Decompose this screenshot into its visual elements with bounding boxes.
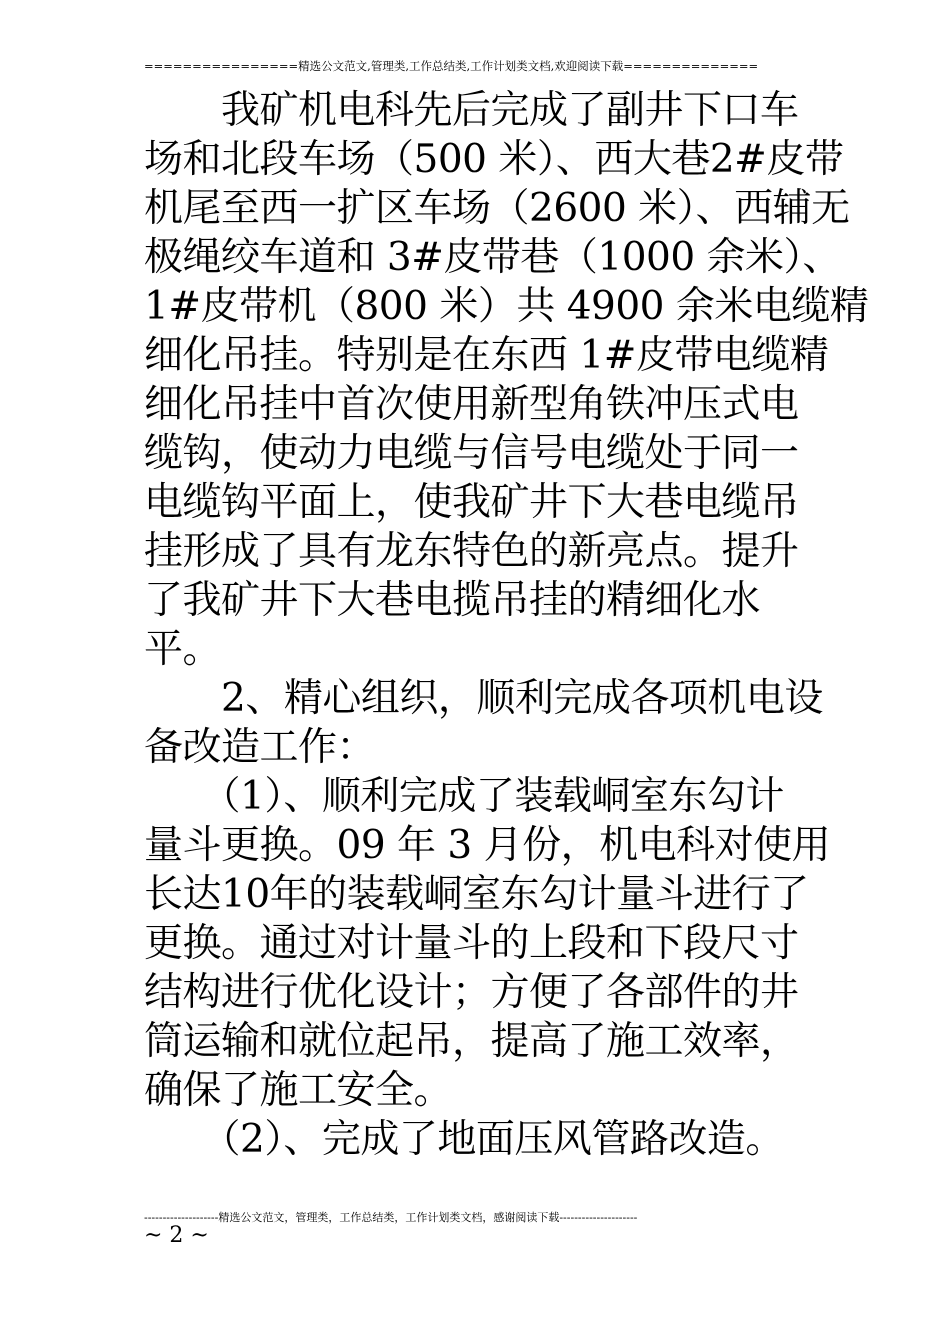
body-line: 缆钩，使动力电缆与信号电缆处于同一 <box>144 431 799 476</box>
body-line: 更换。通过对计量斗的上段和下段尺寸 <box>144 921 799 966</box>
body-line: 细化吊挂中首次使用新型角铁冲压式电 <box>144 382 799 427</box>
body-line: 结构进行优化设计；方便了各部件的井 <box>144 970 799 1015</box>
body-line: 挂形成了具有龙东特色的新亮点。提升 <box>144 529 799 574</box>
body-line: 1#皮带机（800 米）共 4900 余米电缆精 <box>144 284 869 329</box>
body-line: 我矿机电科先后完成了副井下口车 <box>144 88 799 133</box>
body-line: 确保了施工安全。 <box>144 1068 453 1113</box>
section-heading-line: 备改造工作： <box>144 725 376 770</box>
page-number: ~ 2 ~ <box>144 1223 209 1248</box>
body-line: 极绳绞车道和 3#皮带巷（1000 余米）、 <box>144 235 842 280</box>
page-footer-banner: --------------------精选公文范文，管理类，工作总结类，工作计划类文档，感谢阅读下载--------------------- <box>144 1211 638 1224</box>
body-line: 量斗更换。09 年 3 月份，机电科对使用 <box>144 823 831 868</box>
body-line: （1）、顺利完成了装载峒室东勾计 <box>144 774 784 819</box>
body-line: 了我矿井下大巷电揽吊挂的精细化水 <box>144 578 761 623</box>
body-line: 平。 <box>144 627 222 672</box>
body-line: （2）、完成了地面压风管路改造。 <box>144 1117 784 1162</box>
document-body <box>144 86 869 1164</box>
page-header-banner: ================精选公文范文,管理类,工作总结类,工作计划类文档,欢迎阅读下载============== <box>144 59 759 73</box>
body-line: 机尾至西一扩区车场（2600 米）、西辅无 <box>144 186 850 231</box>
body-line: 筒运输和就位起吊，提高了施工效率， <box>144 1019 799 1064</box>
section-heading-line: 2、精心组织，顺利完成各项机电设 <box>144 676 823 721</box>
body-line: 场和北段车场（500 米）、西大巷2#皮带 <box>144 137 844 182</box>
body-line: 细化吊挂。特别是在东西 1#皮带电缆精 <box>144 333 829 378</box>
body-line: 长达10年的装载峒室东勾计量斗进行了 <box>144 872 809 917</box>
body-line: 电缆钩平面上，使我矿井下大巷电缆吊 <box>144 480 799 525</box>
